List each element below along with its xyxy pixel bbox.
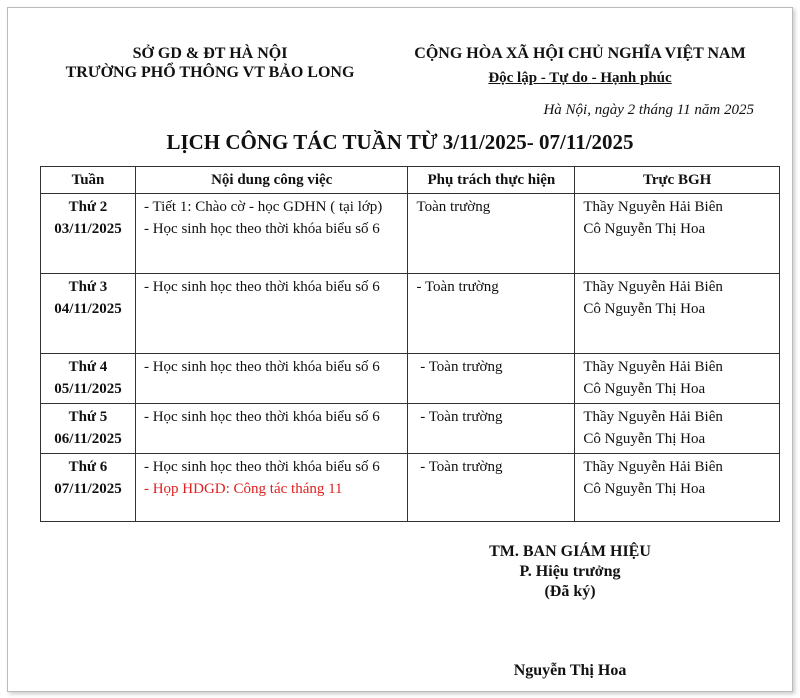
duty-cell — [575, 404, 780, 454]
signature-status: (Đã ký) — [544, 583, 596, 600]
content-cell — [135, 404, 408, 454]
day-date: 06/11/2025 — [54, 431, 122, 447]
day-cell — [41, 354, 136, 404]
day-cell — [41, 404, 136, 454]
duty-cell — [575, 354, 780, 404]
content-cell — [135, 454, 408, 522]
duty-person: Cô Nguyễn Thị Hoa — [583, 221, 706, 237]
day-label: Thứ 6 — [68, 459, 108, 475]
duty-person: Cô Nguyễn Thị Hoa — [583, 381, 706, 397]
column-header-duty: Trực BGH — [575, 167, 780, 194]
country-name: CỘNG HÒA XÃ HỘI CHỦ NGHĨA VIỆT NAM — [414, 45, 746, 62]
content-cell — [135, 354, 408, 404]
duty-person: Thầy Nguyễn Hải Biên — [583, 279, 723, 295]
duty-person: Cô Nguyễn Thị Hoa — [583, 431, 706, 447]
duty-person: Thầy Nguyễn Hải Biên — [583, 409, 723, 425]
duty-cell — [575, 454, 780, 522]
duty-cell — [575, 274, 780, 354]
duty-person: Cô Nguyễn Thị Hoa — [583, 481, 706, 497]
day-label: Thứ 4 — [68, 359, 108, 375]
owner-cell: - Toàn trường — [408, 354, 575, 404]
day-cell — [41, 194, 136, 274]
day-date: 05/11/2025 — [54, 381, 122, 397]
owner-cell: - Toàn trường — [408, 454, 575, 522]
duty-person: Thầy Nguyễn Hải Biên — [583, 199, 723, 215]
column-header-content: Nội dung công việc — [135, 167, 408, 194]
task-item: - Học sinh học theo thời khóa biểu số 6 — [143, 279, 380, 295]
column-header-week: Tuần — [41, 167, 136, 194]
signature-position: P. Hiệu trưởng — [519, 563, 621, 580]
column-header-owner: Phụ trách thực hiện — [408, 167, 575, 194]
page-title: LỊCH CÔNG TÁC TUẦN TỪ 3/11/2025- 07/11/2025 — [166, 130, 634, 154]
duty-person: Thầy Nguyễn Hải Biên — [583, 359, 723, 375]
duty-person: Cô Nguyễn Thị Hoa — [583, 301, 706, 317]
task-item: - Học sinh học theo thời khóa biểu số 6 — [143, 221, 380, 237]
schedule-table — [40, 166, 780, 522]
day-label: Thứ 2 — [68, 199, 108, 215]
national-header — [380, 44, 780, 88]
task-item: - Học sinh học theo thời khóa biểu số 6 — [143, 409, 380, 425]
table-row — [41, 404, 780, 454]
content-cell — [135, 194, 408, 274]
owner-cell: Toàn trường — [408, 194, 575, 274]
signature-block — [440, 542, 700, 602]
national-motto: Độc lập - Tự do - Hạnh phúc — [488, 70, 672, 86]
table-row — [41, 194, 780, 274]
task-item-highlight: - Họp HDGD: Công tác tháng 11 — [143, 481, 343, 497]
signature-title: TM. BAN GIÁM HIỆU — [489, 543, 651, 560]
day-label: Thứ 5 — [68, 409, 108, 425]
table-row — [41, 454, 780, 522]
day-date: 07/11/2025 — [54, 481, 122, 497]
department-name: SỞ GD & ĐT HÀ NỘI — [132, 45, 288, 62]
content-cell — [135, 274, 408, 354]
day-date: 03/11/2025 — [54, 221, 122, 237]
day-date: 04/11/2025 — [54, 301, 122, 317]
duty-cell — [575, 194, 780, 274]
school-name: TRƯỜNG PHỔ THÔNG VT BẢO LONG — [65, 64, 355, 81]
task-item: - Học sinh học theo thời khóa biểu số 6 — [143, 359, 380, 375]
duty-person: Thầy Nguyễn Hải Biên — [583, 459, 723, 475]
document-date: Hà Nội, ngày 2 tháng 11 năm 2025 — [543, 102, 754, 118]
task-item: - Học sinh học theo thời khóa biểu số 6 — [143, 459, 380, 475]
table-row — [41, 354, 780, 404]
school-header — [40, 44, 380, 82]
owner-cell: - Toàn trường — [408, 404, 575, 454]
day-cell — [41, 454, 136, 522]
task-item: - Tiết 1: Chào cờ - học GDHN ( tại lớp) — [143, 199, 383, 215]
table-row — [41, 274, 780, 354]
signer-name: Nguyễn Thị Hoa — [513, 662, 627, 679]
day-cell — [41, 274, 136, 354]
owner-cell: - Toàn trường — [408, 274, 575, 354]
day-label: Thứ 3 — [68, 279, 108, 295]
